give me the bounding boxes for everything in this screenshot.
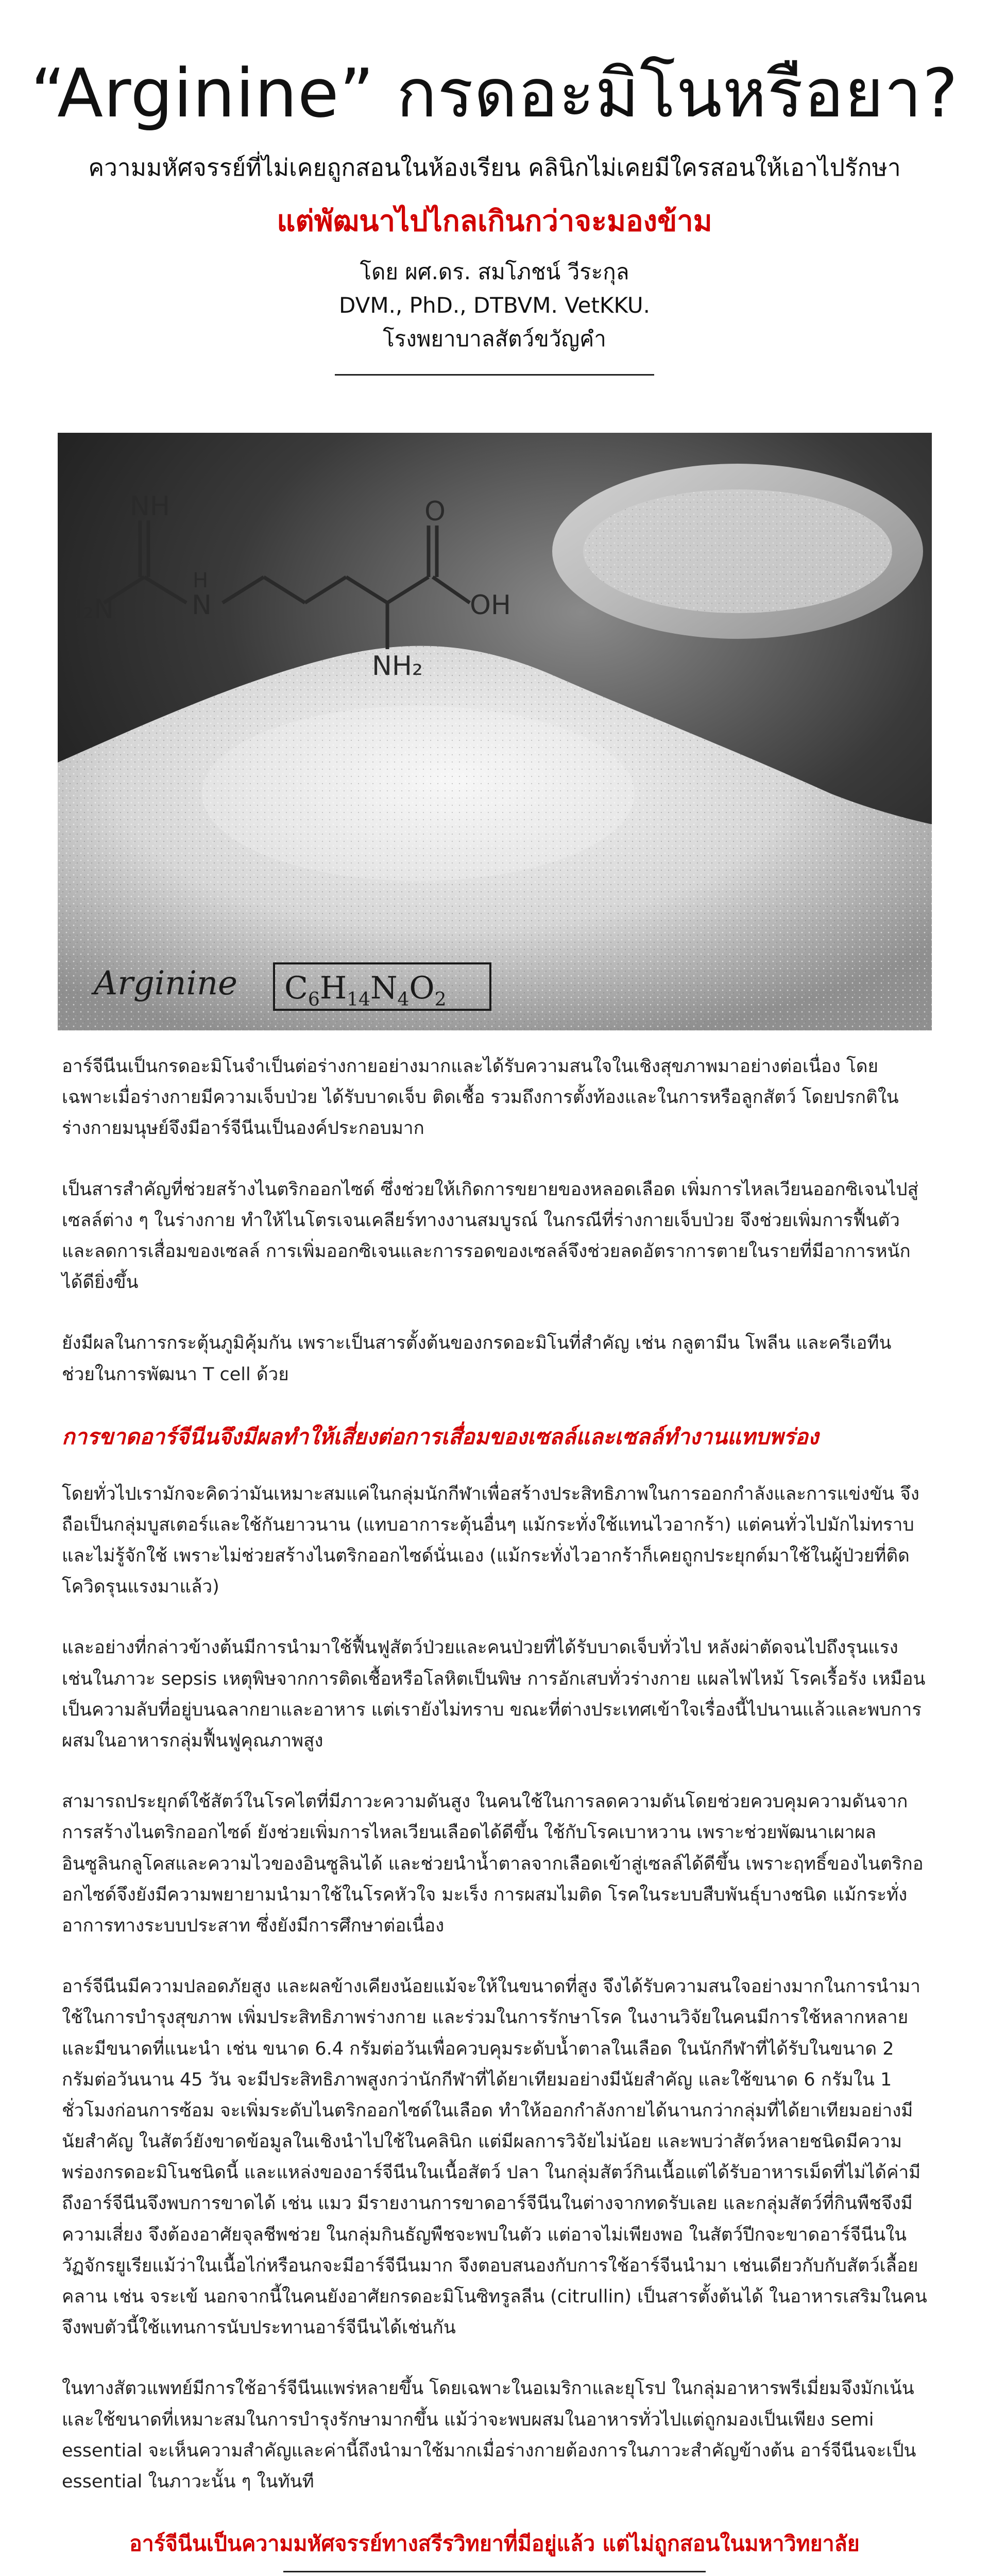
paragraph-safety-dosage: อาร์จีนีนมีความปลอดภัยสูง และผลข้างเคียงน้อยแม้จะให้ในขนาดที่สูง จึงได้รับความสนใจอย่างมากในการนำมาใช้ในการบำรุงสุขภาพ เพิ่มประสิทธิภาพร่างกาย และร่วมในการรักษาโรค ในงานวิจัยในคนมีการใช้หลากหลายและมีขนาดที่แนะนำ เช่น ขนาด 6.4 กรัมต่อวันเพื่อควบคุมระดับน้ำตาลในเลือด ในนักกีฬาที่ได้รับในขนาด 2 กรัมต่อวันนาน 45 วัน จะมีประสิทธิภาพสูงกว่านักกีฬาที่ได้ยาเทียมอย่างมีนัยสำคัญ และใช้ขนาด 6 กรัมใน 1 ชั่วโมงก่อนการซ้อม จะเพิ่มระดับไนตริกออกไซด์ในเลือด ทำให้ออกกำลังกายได้นานกว่ากลุ่มที่ได้ยาเทียมอย่างมีนัยสำคัญ ในสัตว์ยังขาดข้อมูลในเชิงนำไปใช้ในคลินิก แต่มีผลการวิจัยไม่น้อย และพบว่าสัตว์หลายชนิดมีความพร่องกรดอะมิโนชนิดนี้ และแหล่งของอาร์จีนีนในเนื้อสัตว์ ปลา ในกลุ่มสัตว์กินเนื้อแต่ได้รับอาหารเม็ดที่ไม่ได้ค่ามีถึงอาร์จีนีนจึงพบการขาดได้ เช่น แมว มีรายงานการขาดอาร์จีนีนในต่างจากทดรับเลย และกลุ่มสัตว์ที่กินพืชจึงมีความเสี่ยง จึงต้องอาศัยจุลชีพช่วย ในกลุ่มกินธัญพืชจะพบในตัว แต่อาจไม่เพียงพอ ในสัตว์ปีกจะขาดอาร์จีนีนในวัฏจักรยูเรียแม้ว่าในเนื้อไก่หรือนกจะมีอาร์จีนีนมาก จึงตอบสนองกับการใช้อาร์จีนนำมา เช่นเดียวกับกับสัตว์เลื้อยคลาน เช่น จระเข้ นอกจากนี้ในคนยังอาศัยกรดอะมิโนซิทรูลลีน (citrullin) เป็นสารตั้งต้นได้ ในอาหารเสริมในคนจึงพบตัวนี้ใช้แทนการนับประทานอาร์จีนีนได้เช่นกัน <box>62 1976 927 2338</box>
author-credentials: DVM., PhD., DTBVM. VetKKU. <box>339 293 650 318</box>
article-tagline: แต่พัฒนาไปไกลเกินกว่าจะมองข้าม <box>277 205 712 238</box>
hero-arginine-label: Arginine <box>94 964 238 1003</box>
paragraph-applications: สามารถประยุกต์ใช้สัตว์ในโรคไตที่มีภาวะความดันสูง ในคนใช้ในการลดความดันโดยช่วยควบคุมความดันจากการสร้างไนตริกออกไซด์ ยังช่วยเพิ่มการไหลเวียนเลือดได้ดีขึ้น ใช้กับโรคเบาหวาน เพราะช่วยพัฒนาเผาผลอินซูลินกลูโคสและความไวของอินซูลินได้ และช่วยนำน้ำตาลจากเลือดเข้าสู่เซลล์ได้ดีขึ้น เพราะฤทธิ์ของไนตริกออกไซด์จึงยังมีความพยายามนำมาใช้ในโรคหัวใจ มะเร็ง การผสมไมติด โรคในระบบสืบพันธุ์บางชนิด แม้กระทั่งอาการทางระบบประสาท ซึ่งยังมีการศึกษาต่อเนื่อง <box>62 1791 924 1936</box>
closing-divider <box>283 2571 706 2572</box>
paragraph-athletes: โดยทั่วไปเรามักจะคิดว่ามันเหมาะสมแค่ในกลุ่มนักกีฬาเพื่อสร้างประสิทธิภาพในการออกกำลังและการแข่งขัน จึงถือเป็นกลุ่มบูสเตอร์และใช้กันยาวนาน (แทบอาการะตุ้นอื่นๆ แม้กระทั่งใช้แทนไวอากร้า) แต่คนทั่วไปมักไม่ทราบและไม่รู้จักใช้ เพราะไม่ช่วยสร้างไนตริกออกไซด์นั่นเอง (แม้กระทั่งไวอากร้าก็เคยถูกประยุกต์มาใช้ในผู้ป่วยที่ติดโควิดรุนแรงมาแล้ว) <box>62 1483 919 1598</box>
article-subtitle: ความมหัศจรรย์ที่ไม่เคยถูกสอนในห้องเรียน คลินิกไม่เคยมีใครสอนให้เอาไปรักษา <box>88 154 901 181</box>
paragraph-veterinary: ในทางสัตวแพทย์มีการใช้อาร์จีนีนแพร่หลายขึ้น โดยเฉพาะในอเมริกาและยุโรป ในกลุ่มอาหารพรีเมี่ยมจึงมักเน้นและใช้ขนาดที่เหมาะสมในการบำรุงรักษามากขึ้น แม้ว่าจะพบผสมในอาหารทั่วไปแต่ถูกมองเป็นเพียง semi essential จะเห็นความสำคัญและค่านี้ถึงนำมาใช้มากเมื่อร่างกายต้องการในภาวะสำคัญข้างต้น อาร์จีนีนจะเป็น essential ในภาวะนั้น ๆ ในทันที <box>62 2378 916 2492</box>
powder-illustration <box>58 433 932 1030</box>
molecule-nh2-label: NH₂ <box>372 651 423 682</box>
molecule-o-label: O <box>424 496 446 527</box>
thesis-statement: อาร์จีนีนเป็นความมหัศจรรย์ทางสรีรวิทยาที่มีอยู่แล้ว แต่ไม่ถูกสอนในมหาวิทยาลัย <box>129 2531 860 2556</box>
paragraph-recovery: และอย่างที่กล่าวข้างต้นมีการนำมาใช้ฟื้นฟูสัตว์ป่วยและคนป่วยที่ได้รับบาดเจ็บทั่วไป หลังผ่าตัดจนไปถึงรุนแรง เช่นในภาวะ sepsis เหตุพิษจากการติดเชื้อหรือโลหิตเป็นพิษ การอักเสบทั่วร่างกาย แผลไฟไหม้ โรคเรื้อรัง เหมือนเป็นความลับที่อยู่บนฉลากยาและอาหาร แต่เรายังไม่ทราบ ขณะที่ต่างประเทศเข้าใจเรื่องนี้ไปนานแล้วและพบการผสมในอาหารกลุ่มฟื้นฟูคุณภาพสูง <box>62 1637 926 1751</box>
molecule-nh-label: NH <box>130 491 170 522</box>
article-header <box>0 0 989 376</box>
molecule-n-label: N <box>192 590 212 621</box>
molecule-h2n-label: H₂N <box>63 594 114 625</box>
section-heading-deficiency: การขาดอาร์จีนีนจึงมีผลทำให้เสี่ยงต่อการเสื่อมของเซลล์และเซลล์ทำงานแทบพร่อง <box>62 1423 819 1449</box>
paragraph-immunity: ยังมีผลในการกระตุ้นภูมิคุ้มกัน เพราะเป็นสารตั้งต้นของกรดอะมิโนที่สำคัญ เช่น กลูตามีน โพลีน และครีเอทีน ช่วยในการพัฒนา T cell ด้วย <box>62 1333 892 1385</box>
paragraph-intro: อาร์จีนีนเป็นกรดอะมิโนจำเป็นต่อร่างกายอย่างมากและได้รับความสนใจในเชิงสุขภาพมาอย่างต่อเนื่อง โดยเฉพาะเมื่อร่างกายมีความเจ็บป่วย ได้รับบาดเจ็บ ติดเชื้อ รวมถึงการตั้งท้องและในการหรือลูกสัตว์ โดยปรกติในร่างกายมนุษย์จึงมีอาร์จีนีนเป็นองค์ประกอบมาก <box>62 1056 899 1139</box>
hero-image-arginine-powder <box>58 433 932 1030</box>
molecule-h-label: H <box>193 569 209 592</box>
author-affiliation: โรงพยาบาลสัตว์ขวัญคำ <box>383 326 606 352</box>
molecule-oh-label: OH <box>470 590 511 621</box>
article-title: “Arginine” กรดอะมิโนหรือยา? <box>30 54 959 132</box>
header-divider <box>335 374 654 376</box>
paragraph-nitric-oxide: เป็นสารสำคัญที่ช่วยสร้างไนตริกออกไซด์ ซึ่งช่วยให้เกิดการขยายของหลอดเลือด เพิ่มการไหลเวียนออกซิเจนไปสู่เซลล์ต่าง ๆ ในร่างกาย ทำให้ไนโตรเจนเคลียร์ทางงานสมบูรณ์ ในกรณีที่ร่างกายเจ็บป่วย จึงช่วยเพิ่มการฟื้นตัวและลดการเสื่อมของเซลล์ การเพิ่มออกซิเจนและการรอดของเซลล์จึงช่วยลดอัตราการตายในรายที่มีอาการหนักได้ดียิ่งขึ้น <box>62 1179 918 1293</box>
author-block <box>0 255 989 355</box>
author-name: โดย ผศ.ดร. สมโภชน์ วีระกุล <box>360 259 629 284</box>
molecular-formula: $C_6H_{14}N_4O_2$ <box>284 970 447 1010</box>
article-body <box>62 1051 927 2576</box>
